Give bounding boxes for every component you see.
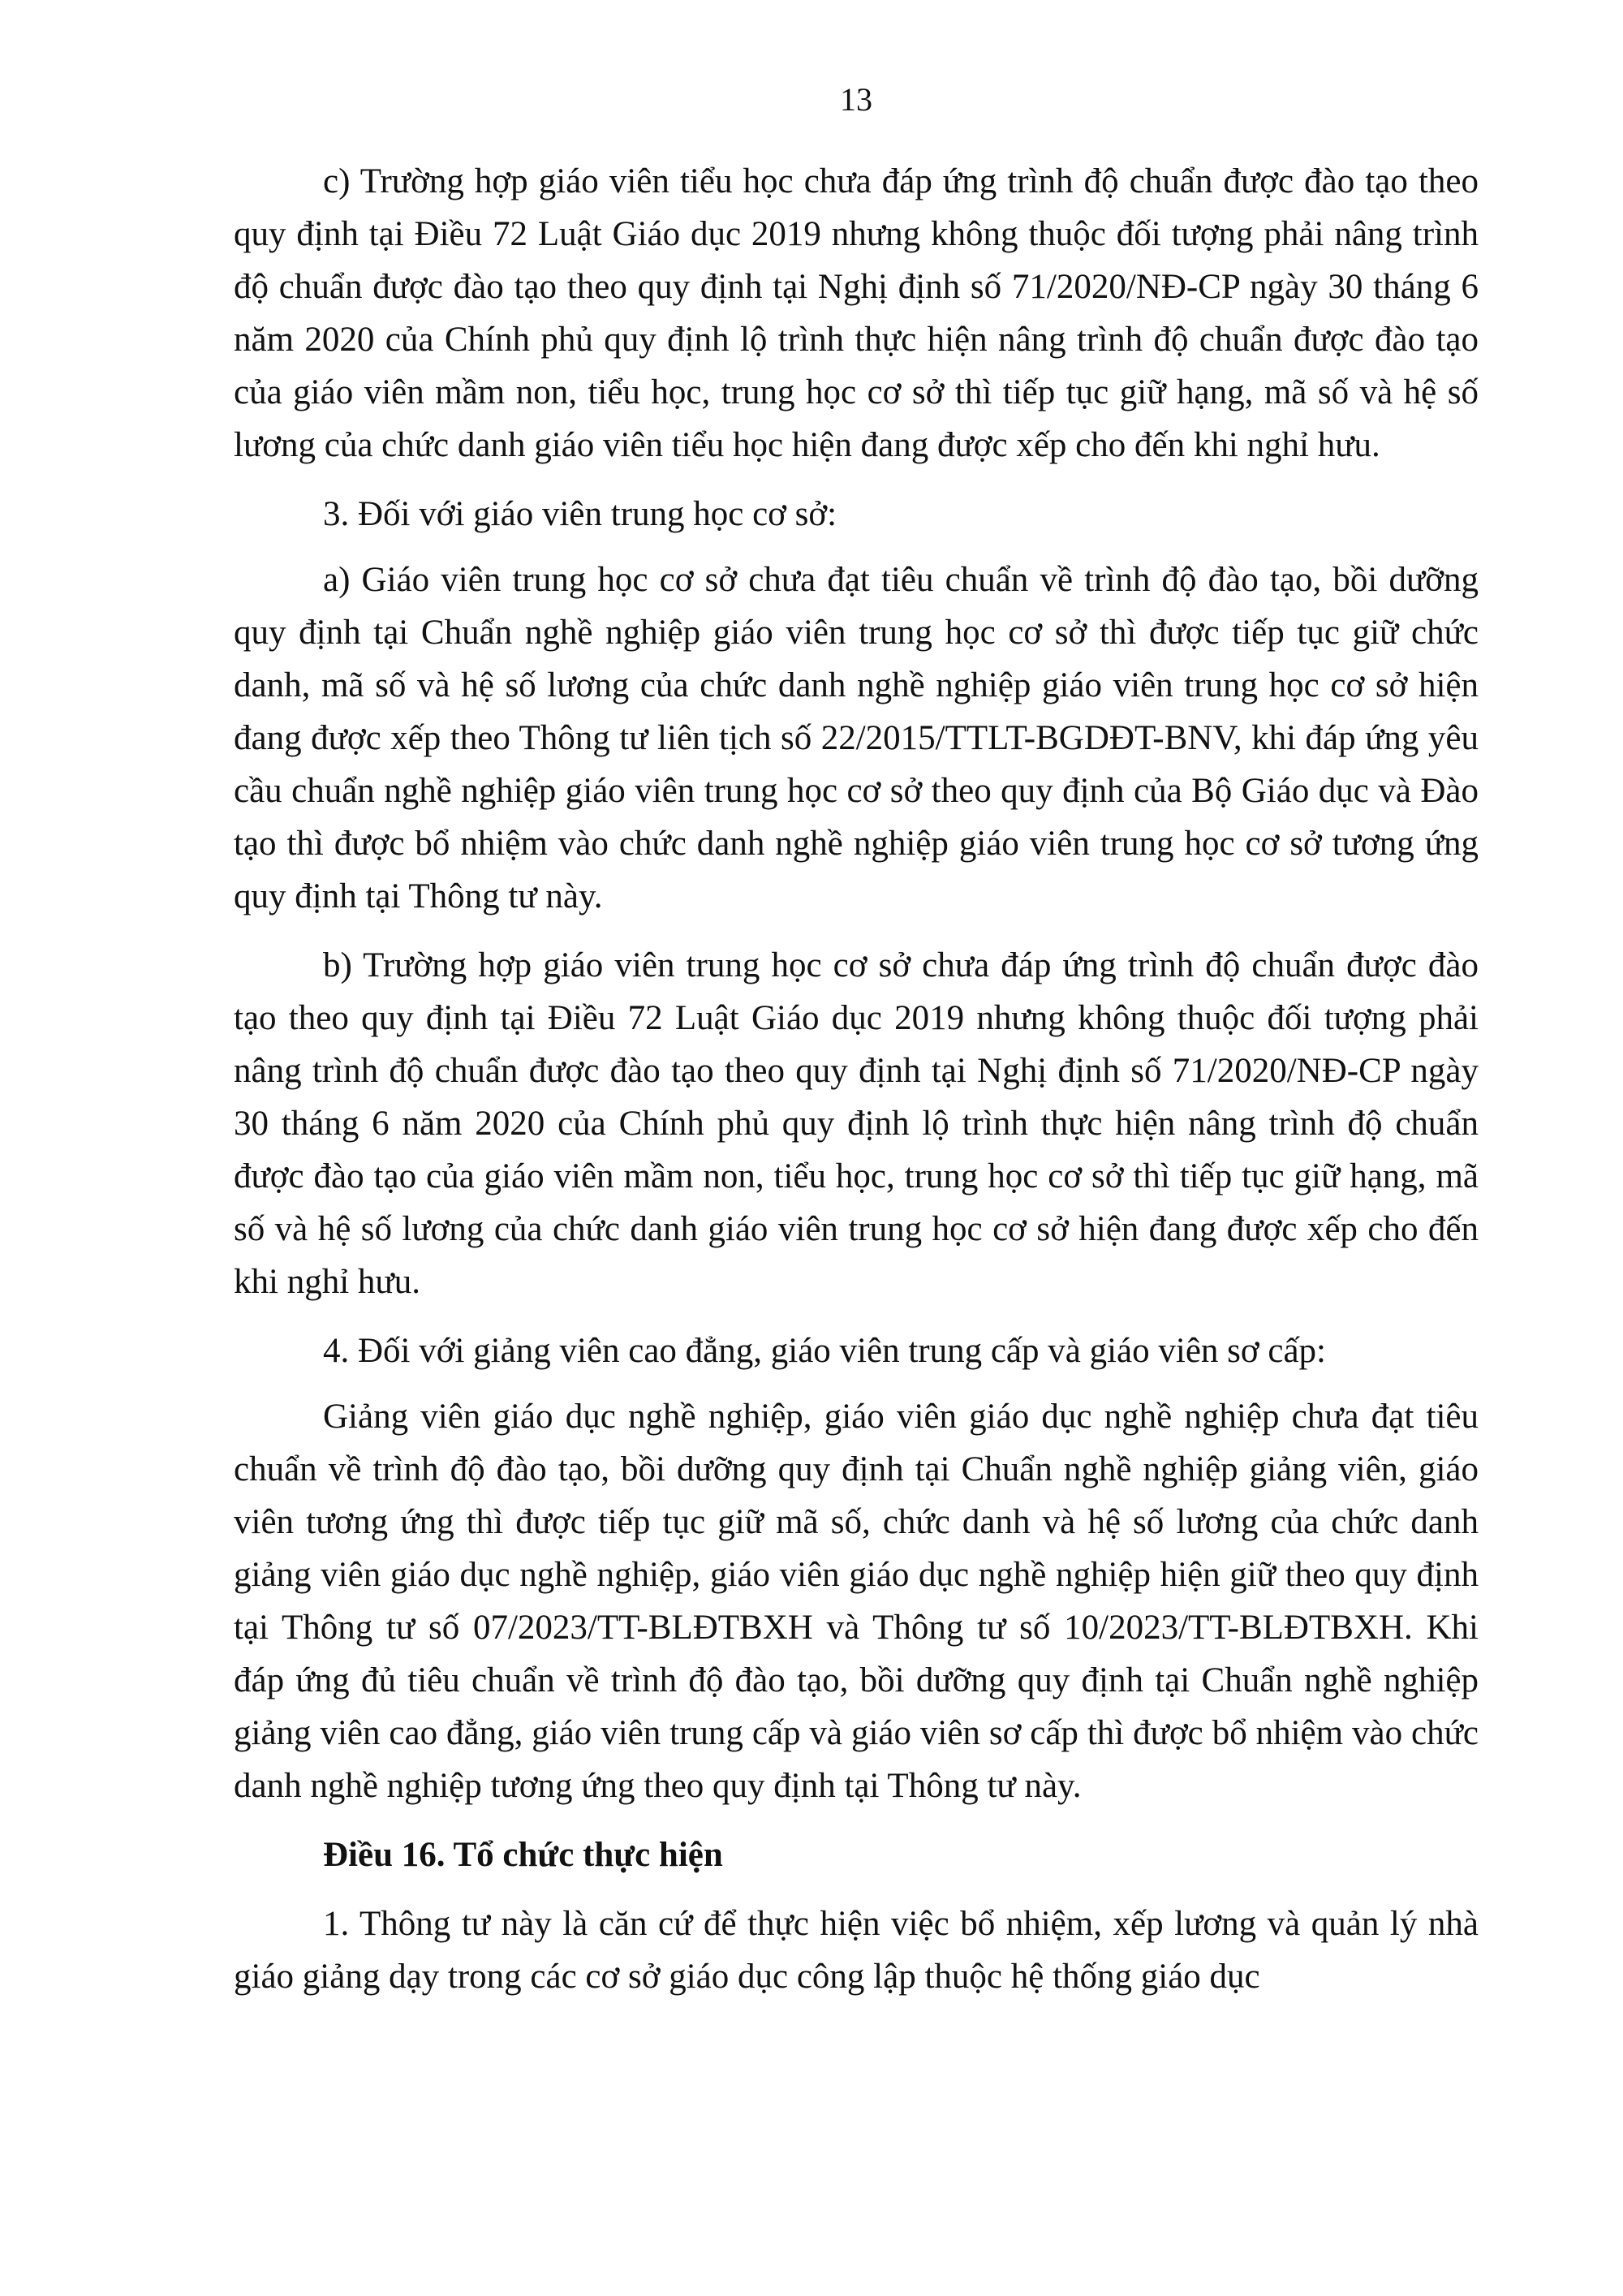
paragraph-a-lower-secondary: a) Giáo viên trung học cơ sở chưa đạt tiêu chuẩn về trình độ đào tạo, bồi dưỡng quy định tại Chuẩn nghề nghiệp giáo viên trung học cơ sở thì được tiếp tục giữ chức danh, mã số và hệ số lương của chức danh nghề nghiệp giáo viên trung học cơ sở hiện đang được xếp theo Thông tư liên tịch số 22/2015/TTLT-BGDĐT-BNV, khi đáp ứng yêu cầu chuẩn nghề nghiệp giáo viên trung học cơ sở theo quy định của Bộ Giáo dục và Đào tạo thì được bổ nhiệm vào chức danh nghề nghiệp giáo viên trung học cơ sở tương ứng quy định tại Thông tư này. <box>234 561 1479 915</box>
paragraph-b-lower-secondary: b) Trường hợp giáo viên trung học cơ sở chưa đáp ứng trình độ chuẩn được đào tạo theo quy định tại Điều 72 Luật Giáo dục 2019 nhưng không thuộc đối tượng phải nâng trình độ chuẩn được đào tạo theo quy định tại Nghị định số 71/2020/NĐ-CP ngày 30 tháng 6 năm 2020 của Chính phủ quy định lộ trình thực hiện nâng trình độ chuẩn được đào tạo của giáo viên mầm non, tiểu học, trung học cơ sở thì tiếp tục giữ hạng, mã số và hệ số lương của chức danh giáo viên trung học cơ sở hiện đang được xếp cho đến khi nghỉ hưu. <box>234 946 1479 1301</box>
paragraph-c-primary-teachers: c) Trường hợp giáo viên tiểu học chưa đáp ứng trình độ chuẩn được đào tạo theo quy định tại Điều 72 Luật Giáo dục 2019 nhưng không thuộc đối tượng phải nâng trình độ chuẩn được đào tạo theo quy định tại Nghị định số 71/2020/NĐ-CP ngày 30 tháng 6 năm 2020 của Chính phủ quy định lộ trình thực hiện nâng trình độ chuẩn được đào tạo của giáo viên mầm non, tiểu học, trung học cơ sở thì tiếp tục giữ hạng, mã số và hệ số lương của chức danh giáo viên tiểu học hiện đang được xếp cho đến khi nghỉ hưu. <box>234 162 1479 464</box>
paragraph-article-16-item-1: 1. Thông tư này là căn cứ để thực hiện việc bổ nhiệm, xếp lương và quản lý nhà giáo giảng dạy trong các cơ sở giáo dục công lập thuộc hệ thống giáo dục <box>234 1905 1479 1996</box>
paragraph-vocational-lecturers: Giảng viên giáo dục nghề nghiệp, giáo viên giáo dục nghề nghiệp chưa đạt tiêu chuẩn về trình độ đào tạo, bồi dưỡng quy định tại Chuẩn nghề nghiệp giảng viên, giáo viên tương ứng thì được tiếp tục giữ mã số, chức danh và hệ số lương của chức danh giảng viên giáo dục nghề nghiệp, giáo viên giáo dục nghề nghiệp hiện giữ theo quy định tại Thông tư số 07/2023/TT-BLĐTBXH và Thông tư số 10/2023/TT-BLĐTBXH. Khi đáp ứng đủ tiêu chuẩn về trình độ đào tạo, bồi dưỡng quy định tại Chuẩn nghề nghiệp giảng viên cao đẳng, giáo viên trung cấp và giáo viên sơ cấp thì được bổ nhiệm vào chức danh nghề nghiệp tương ứng theo quy định tại Thông tư này. <box>234 1398 1479 1805</box>
paragraph-section-4-heading: 4. Đối với giảng viên cao đẳng, giáo viên trung cấp và giáo viên sơ cấp: <box>323 1332 1326 1370</box>
paragraph-section-3-heading: 3. Đối với giáo viên trung học cơ sở: <box>323 495 837 533</box>
page-number: 13 <box>840 81 872 118</box>
article-16-heading: Điều 16. Tổ chức thực hiện <box>323 1836 723 1874</box>
